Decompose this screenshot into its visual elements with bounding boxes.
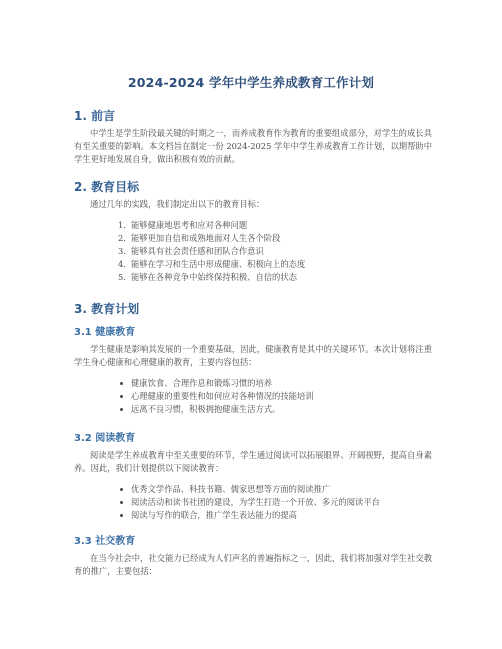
list-item bbox=[74, 496, 432, 509]
list-item-text: 能够在学习和生活中形成健康、积极向上的态度 bbox=[131, 259, 306, 269]
section-heading-preface: 1. 前言 bbox=[74, 109, 116, 123]
bullet-icon bbox=[120, 408, 123, 411]
list-number: 4. bbox=[118, 259, 126, 269]
list-number: 2. bbox=[118, 233, 126, 243]
bullet-icon bbox=[120, 382, 123, 385]
reading-paragraph: 阅读是学生养成教育中至关重要的环节，学生通过阅读可以拓展眼界、开阔视野，提高自身素养。因此，我们计划提供以下阅读教育： bbox=[74, 450, 432, 473]
list-item bbox=[74, 390, 432, 403]
bullet-icon bbox=[120, 514, 123, 517]
subsection-heading-reading: 3.2 阅读教育 bbox=[74, 433, 136, 444]
section-heading-plan: 3. 教育计划 bbox=[74, 302, 140, 316]
list-item-text: 能够在各种竞争中始终保持积极、自信的状态 bbox=[131, 272, 297, 282]
list-item bbox=[74, 219, 432, 232]
list-item-text: 心理健康的重要性和如何应对各种情况的技能培训 bbox=[131, 391, 314, 401]
list-number: 1. bbox=[118, 220, 126, 230]
section-heading-goals: 2. 教育目标 bbox=[74, 180, 140, 194]
list-item bbox=[74, 245, 432, 258]
health-list bbox=[74, 377, 432, 416]
list-item-text: 优秀文学作品、科技书籍、儒家思想等方面的阅读推广 bbox=[131, 484, 331, 494]
health-paragraph: 学生健康是影响其发展的一个重要基础，因此，健康教育是其中的关键环节。本次计划将注重学生身心健康和心理健康的教育，主要内容包括： bbox=[74, 344, 432, 367]
list-item bbox=[74, 377, 432, 390]
list-item bbox=[74, 483, 432, 496]
goals-list bbox=[74, 219, 432, 284]
goals-intro-paragraph: 通过几年的实践，我们制定出以下的教育目标： bbox=[90, 199, 265, 209]
subsection-heading-health: 3.1 健康教育 bbox=[74, 327, 136, 338]
bullet-icon bbox=[120, 395, 123, 398]
list-item bbox=[74, 258, 432, 271]
list-item-text: 阅读与写作的联合，推广学生表达能力的提高 bbox=[131, 510, 297, 520]
list-item bbox=[74, 271, 432, 284]
list-item-text: 健康饮食、合理作息和锻炼习惯的培养 bbox=[131, 378, 273, 388]
preface-paragraph: 中学生是学生阶段最关键的时期之一，而养成教育作为教育的重要组成部分，对学生的成长具有至关重要的影响。本文档旨在制定一份 2024-2025 学年中学生养成教育工作计划，以期帮助中学生更好地发展自身，做出积极有效的贡献。 bbox=[74, 128, 432, 164]
list-item-text: 能够健康地思考和应对各种问题 bbox=[131, 220, 248, 230]
list-item-text: 能够更加自信和成熟地面对人生各个阶段 bbox=[131, 233, 281, 243]
list-item-text: 远离不良习惯，积极拥抱健康生活方式。 bbox=[131, 404, 281, 414]
list-item bbox=[74, 403, 432, 416]
document-title: 2024-2024 学年中学生养成教育工作计划 bbox=[127, 75, 375, 90]
list-number: 3. bbox=[118, 246, 126, 256]
list-number: 5. bbox=[118, 272, 126, 282]
social-paragraph: 在当今社会中，社交能力已经成为人们声名的普遍指标之一，因此，我们将加强对学生社交教育的推广，主要包括： bbox=[74, 553, 432, 576]
list-item bbox=[74, 509, 432, 522]
bullet-icon bbox=[120, 501, 123, 504]
subsection-heading-social: 3.3 社交教育 bbox=[74, 536, 136, 547]
reading-list bbox=[74, 483, 432, 522]
list-item bbox=[74, 232, 432, 245]
list-item-text: 能够具有社会责任感和团队合作意识 bbox=[131, 246, 264, 256]
bullet-icon bbox=[120, 488, 123, 491]
list-item-text: 阅读活动和读书社团的建设，为学生打造一个开放、多元的阅读平台 bbox=[131, 497, 380, 507]
